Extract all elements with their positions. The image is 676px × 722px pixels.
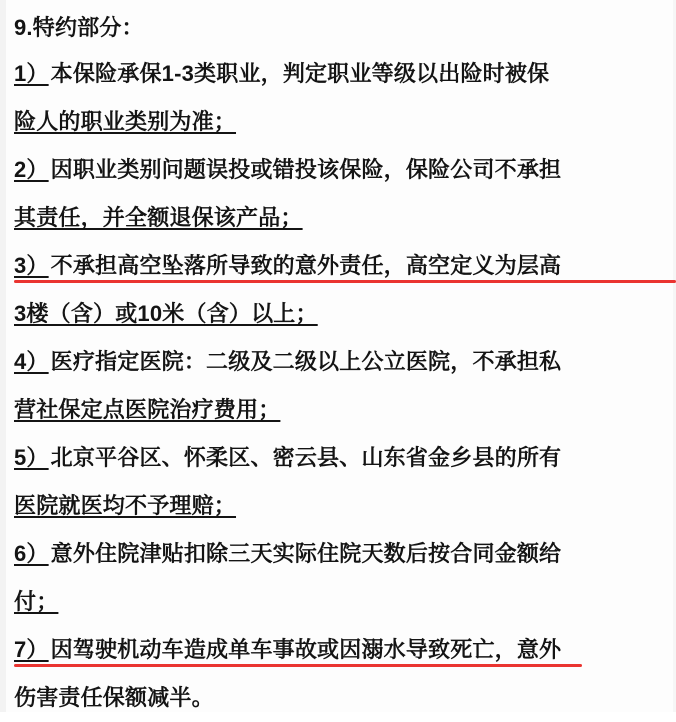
clause-2-text-2: 其责任，并全额退保该产品； — [14, 205, 303, 230]
clause-1-text-1: 本保险承保1-3类职业，判定职业等级以出险时被保 — [50, 61, 550, 86]
clause-5-number: 5） — [14, 445, 49, 470]
clause-7-line-1 — [14, 626, 676, 674]
clause-1-line-1 — [14, 50, 676, 98]
clause-3-text-1: 不承担高空坠落所导致的意外责任，高空定义为层高 — [50, 253, 562, 278]
clause-6-number: 6） — [14, 541, 49, 566]
clause-2-text-1: 因职业类别问题误投或错投该保险，保险公司不承担 — [50, 157, 562, 182]
clause-1-text-2: 险人的职业类别为准； — [14, 109, 237, 134]
clause-7-number: 7） — [14, 637, 49, 662]
clause-7-text-2: 伤害责任保额减半。 — [14, 685, 214, 710]
clause-1-line-2 — [14, 98, 676, 146]
clause-3-text-2: 3楼（含）或10米（含）以上； — [14, 301, 318, 326]
red-highlight-stroke-1 — [14, 280, 676, 283]
section-heading — [14, 6, 676, 50]
clause-3-number: 3） — [14, 253, 49, 278]
clause-2-number: 2） — [14, 157, 49, 182]
clause-5-text-1: 北京平谷区、怀柔区、密云县、山东省金乡县的所有 — [50, 445, 562, 470]
clause-5-line-1 — [14, 434, 676, 482]
clause-4-text-2: 营社保定点医院治疗费用； — [14, 397, 281, 422]
clause-6-line-2 — [14, 578, 676, 626]
clause-4-line-2 — [14, 386, 676, 434]
page-bottom-edge — [0, 712, 676, 716]
clause-7-text-1: 因驾驶机动车造成单车事故或因溺水导致死亡，意外 — [50, 637, 562, 662]
clause-4-text-1: 医疗指定医院：二级及二级以上公立医院，不承担私 — [50, 349, 562, 374]
clause-2-line-2 — [14, 194, 676, 242]
clause-4-number: 4） — [14, 349, 49, 374]
section-heading-text: 9.特约部分： — [14, 15, 144, 40]
clause-6-line-1 — [14, 530, 676, 578]
page-left-margin — [0, 0, 6, 716]
clause-5-text-2: 医院就医均不予理赔； — [14, 493, 237, 518]
clause-5-line-2 — [14, 482, 676, 530]
clause-3-line-1 — [14, 242, 676, 290]
red-highlight-stroke-2 — [14, 664, 582, 667]
clause-2-line-1 — [14, 146, 676, 194]
clause-6-text-1: 意外住院津贴扣除三天实际住院天数后按合同金额给 — [50, 541, 562, 566]
clause-6-text-2: 付； — [14, 589, 59, 614]
clause-3-line-2 — [14, 290, 676, 338]
clause-1-number: 1） — [14, 61, 49, 86]
clause-4-line-1 — [14, 338, 676, 386]
